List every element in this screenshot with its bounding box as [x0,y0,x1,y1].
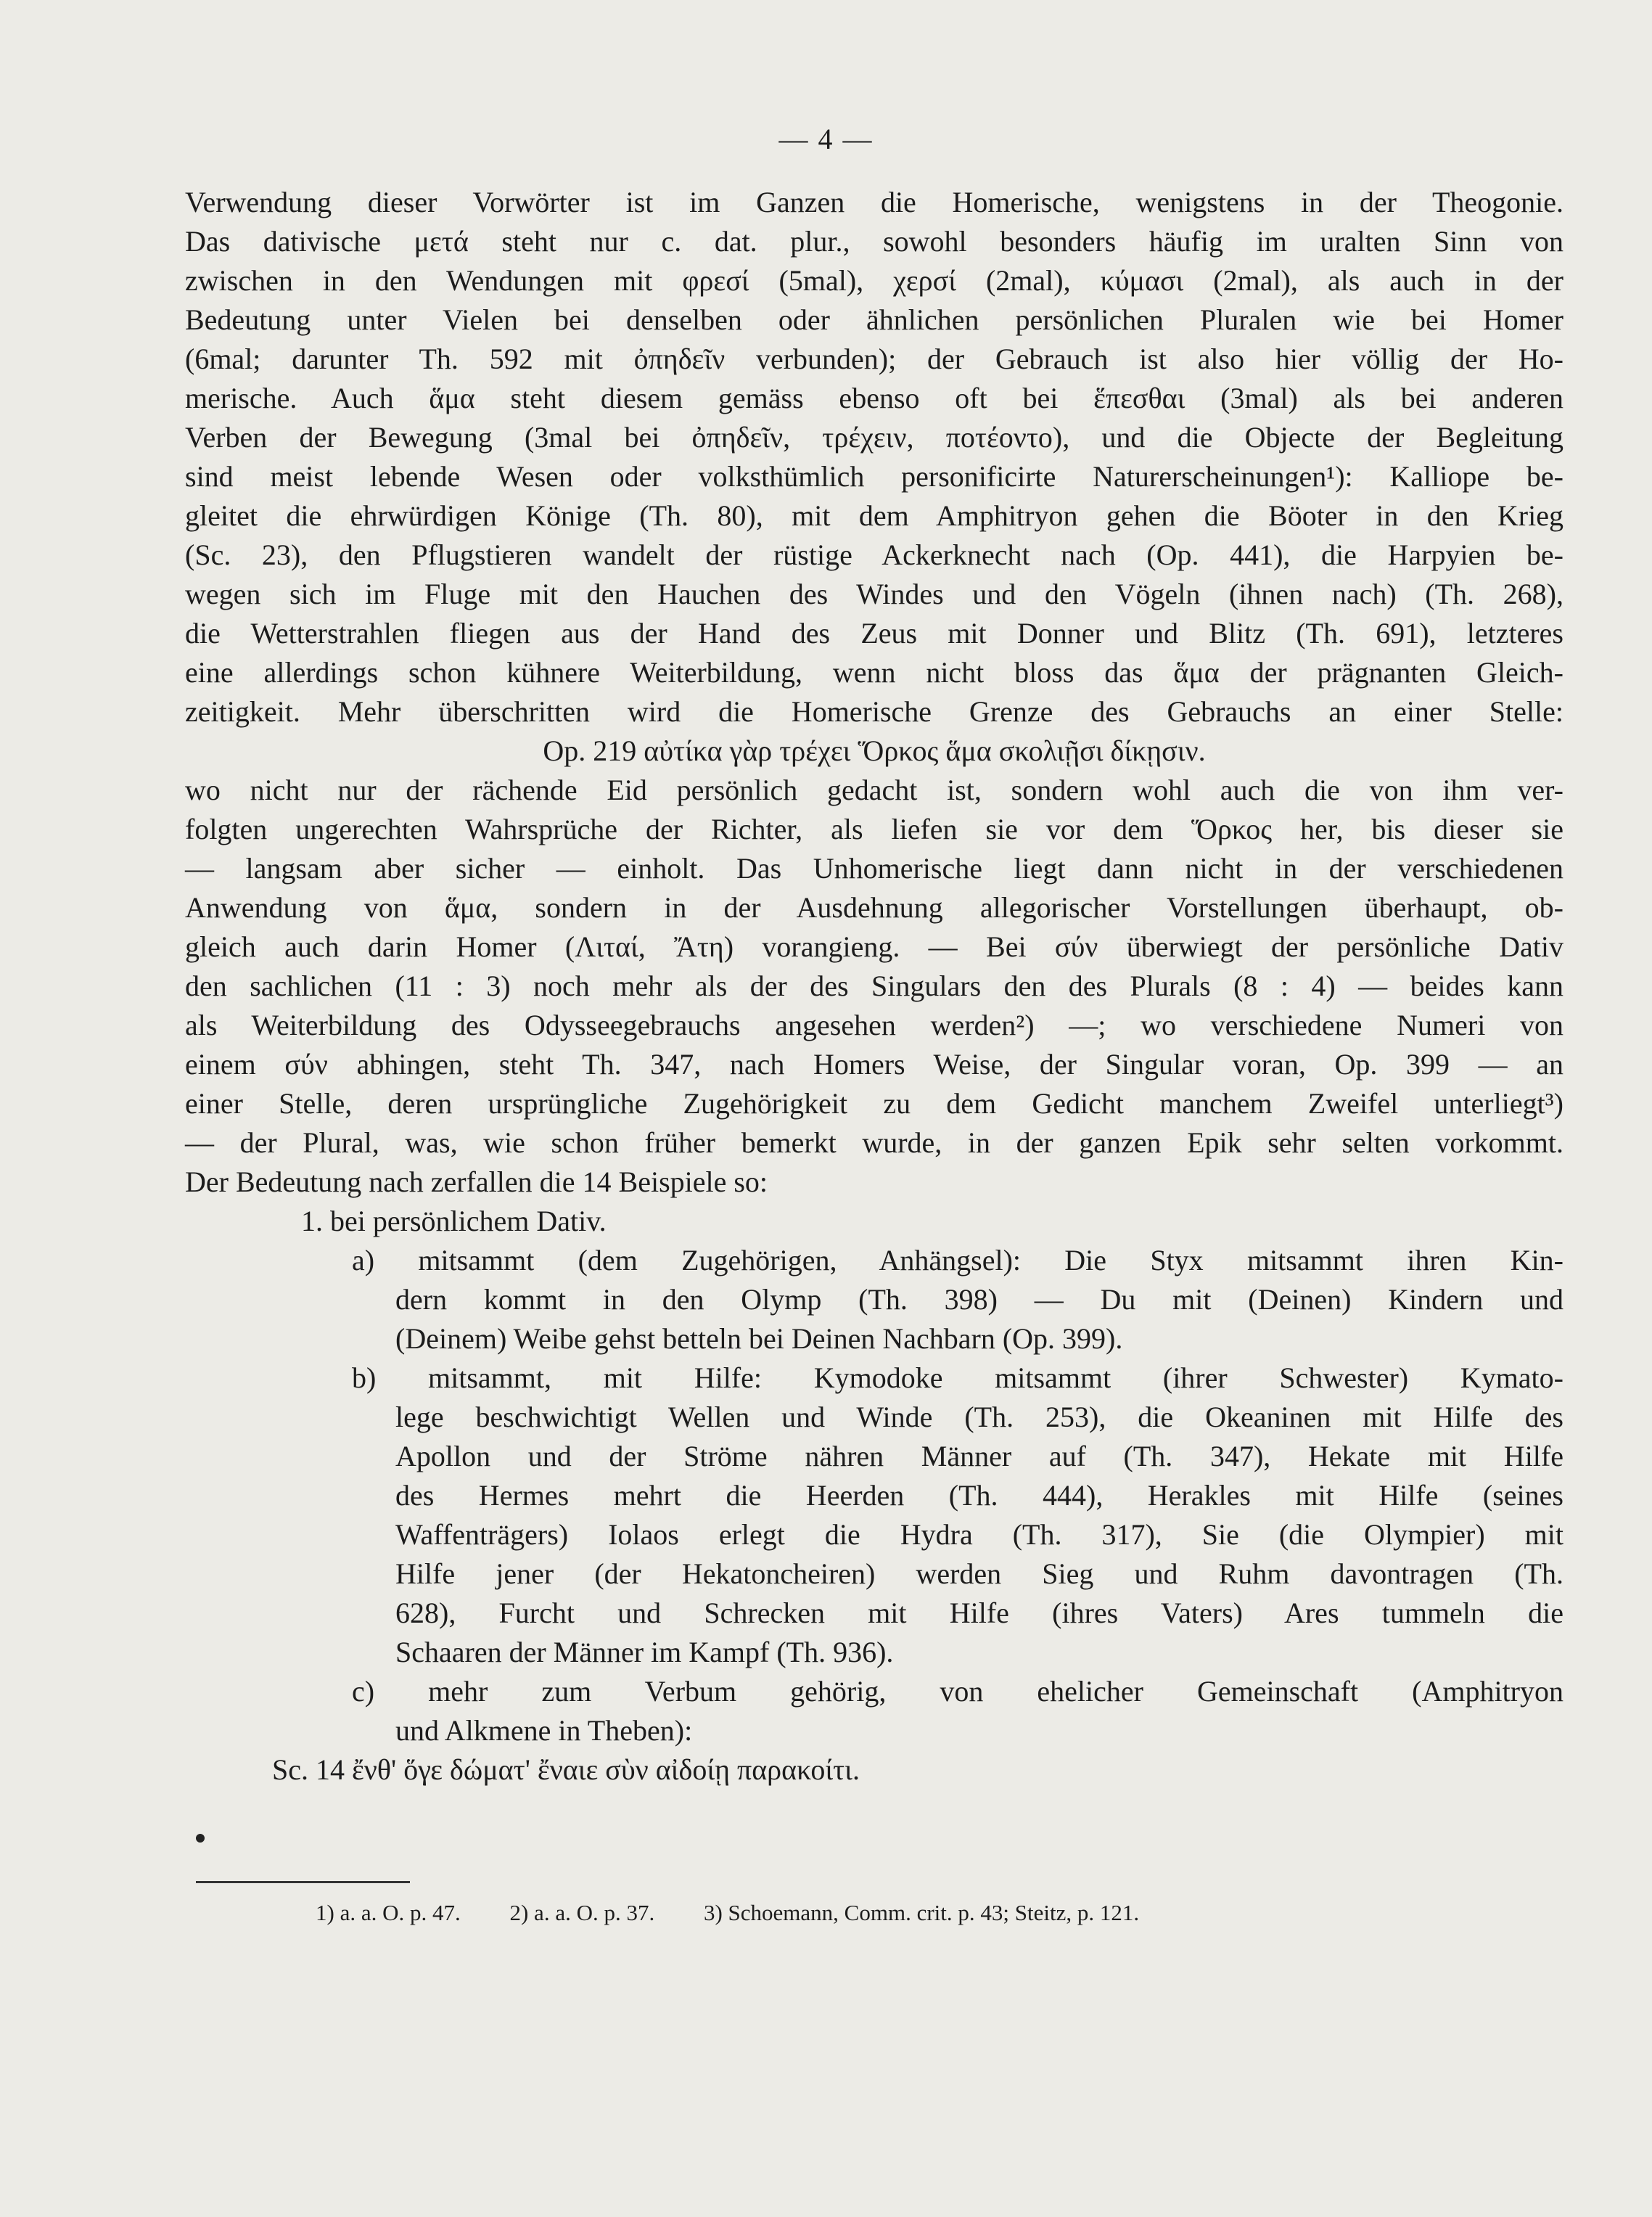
list-item-b-cont: lege beschwichtigt Wellen und Winde (Th. 253), die Okeaninen mit Hilfe des [395,1401,1563,1433]
footnotes [316,1900,1183,1926]
bullet-mark [196,1834,205,1843]
footnote: 3) Schoemann, Comm. crit. p. 43; Steitz, p. 121. [703,1900,1140,1925]
text-line: gleitet die ehrwürdigen Könige (Th. 80), mit dem Amphitryon gehen die Böoter in den Krieg [185,499,1563,532]
list-item-b-cont: Schaaren der Männer im Kampf (Th. 936). [395,1636,894,1668]
list-item-b-cont: des Hermes mehrt die Heerden (Th. 444), Herakles mit Hilfe (seines [395,1479,1563,1512]
text-line: folgten ungerechten Wahrsprüche der Richter, als liefen sie vor dem Ὅρκος her, bis dieser sie [185,813,1563,845]
list-item-1: 1. bei persönlichem Dativ. [301,1205,607,1237]
text-line: Bedeutung unter Vielen bei denselben oder ähnlichen persönlichen Pluralen wie bei Homer [185,303,1563,336]
text-line: Das dativische μετά steht nur c. dat. plur., sowohl besonders häufig im uralten Sinn von [185,225,1563,258]
text-line: — der Plural, was, wie schon früher bemerkt wurde, in der ganzen Epik sehr selten vorkommt. [185,1126,1563,1159]
text-line: wegen sich im Fluge mit den Hauchen des Windes und den Vögeln (ihnen nach) (Th. 268), [185,578,1563,610]
list-item-b-cont: Apollon und der Ströme nähren Männer auf (Th. 347), Hekate mit Hilfe [395,1440,1563,1472]
text-line: Verben der Bewegung (3mal bei ὀπηδεῖν, τρέχειν, ποτέοντο), und die Objecte der Begleitung [185,421,1563,454]
text-line: den sachlichen (11 : 3) noch mehr als der des Singulars den des Plurals (8 : 4) — beides kann [185,970,1563,1002]
list-item-b-cont: Waffenträgers) Iolaos erlegt die Hydra (Th. 317), Sie (die Olympier) mit [395,1518,1563,1551]
list-item-a-cont: (Deinem) Weibe gehst betteln bei Deinen Nachbarn (Op. 399). [395,1322,1123,1355]
body-text [185,183,1563,1790]
text-line: zwischen in den Wendungen mit φρεσί (5mal), χερσί (2mal), κύμασι (2mal), als auch in der [185,264,1563,297]
text-line: zeitigkeit. Mehr überschritten wird die Homerische Grenze des Gebrauchs an einer Stelle: [185,695,1563,728]
text-line: merische. Auch ἅμα steht diesem gemäss ebenso oft bei ἕπεσθαι (3mal) als bei anderen [185,382,1563,414]
text-line: als Weiterbildung des Odysseegebrauchs angesehen werden²) —; wo verschiedene Numeri von [185,1009,1563,1041]
list-item-b-cont: 628), Furcht und Schrecken mit Hilfe (ihres Vaters) Ares tummeln die [395,1597,1563,1629]
text-line: wo nicht nur der rächende Eid persönlich gedacht ist, sondern wohl auch die von ihm ver- [185,774,1563,806]
list-item-b: b) mitsammt, mit Hilfe: Kymodoke mitsammt (ihrer Schwester) Kymato- [352,1361,1563,1394]
footnote-rule [196,1881,410,1883]
text-line: eine allerdings schon kühnere Weiterbildung, wenn nicht bloss das ἅμα der prägnanten Gleich- [185,656,1563,689]
list-item-a: a) mitsammt (dem Zugehörigen, Anhängsel): Die Styx mitsammt ihren Kin- [352,1244,1563,1276]
text-line: (Sc. 23), den Pflugstieren wandelt der rüstige Ackerknecht nach (Op. 441), die Harpyien be- [185,538,1563,571]
list-item-c: c) mehr zum Verbum gehörig, von ehelicher Gemeinschaft (Amphitryon [352,1675,1563,1708]
quote-line: Op. 219 αὐτίκα γὰρ τρέχει Ὅρκος ἅμα σκολιῇσι δίκῃσιν. [543,734,1206,767]
list-item-b-cont: Hilfe jener (der Hekatoncheiren) werden Sieg und Ruhm davontragen (Th. [395,1557,1563,1590]
text-line: gleich auch darin Homer (Λιταί, Ἄτη) vorangieng. — Bei σύν überwiegt der persönliche Dativ [185,930,1563,963]
text-line: Verwendung dieser Vorwörter ist im Ganzen die Homerische, wenigstens in der Theogonie. [185,186,1563,218]
text-line: einer Stelle, deren ursprüngliche Zugehörigkeit zu dem Gedicht manchem Zweifel unterliegt³) [185,1087,1563,1120]
text-line: Der Bedeutung nach zerfallen die 14 Beispiele so: [185,1165,768,1198]
page-number: — 4 — [778,123,874,155]
text-line: einem σύν abhingen, steht Th. 347, nach Homers Weise, der Singular voran, Op. 399 — an [185,1048,1563,1081]
list-item-c-cont: und Alkmene in Theben): [395,1714,693,1747]
list-item-a-cont: dern kommt in den Olymp (Th. 398) — Du mit (Deinen) Kindern und [395,1283,1563,1316]
text-line: sind meist lebende Wesen oder volksthümlich personificirte Naturerscheinungen¹): Kalliope be- [185,460,1563,493]
text-line: Anwendung von ἅμα, sondern in der Ausdehnung allegorischer Vorstellungen überhaupt, ob- [185,891,1563,924]
text-line: — langsam aber sicher — einholt. Das Unhomerische liegt dann nicht in der verschiedenen [185,852,1563,885]
citation-line: Sc. 14 ἔνθ' ὅγε δώματ' ἔναιε σὺν αἰδοίῃ παρακοίτι. [272,1753,860,1786]
footnote: 1) a. a. O. p. 47. [316,1900,461,1925]
text-line: die Wetterstrahlen fliegen aus der Hand des Zeus mit Donner und Blitz (Th. 691), letzteres [185,617,1563,649]
footnote: 2) a. a. O. p. 37. [509,1900,655,1925]
text-line: (6mal; darunter Th. 592 mit ὀπηδεῖν verbunden); der Gebrauch ist also hier völlig der Ho- [185,343,1563,375]
